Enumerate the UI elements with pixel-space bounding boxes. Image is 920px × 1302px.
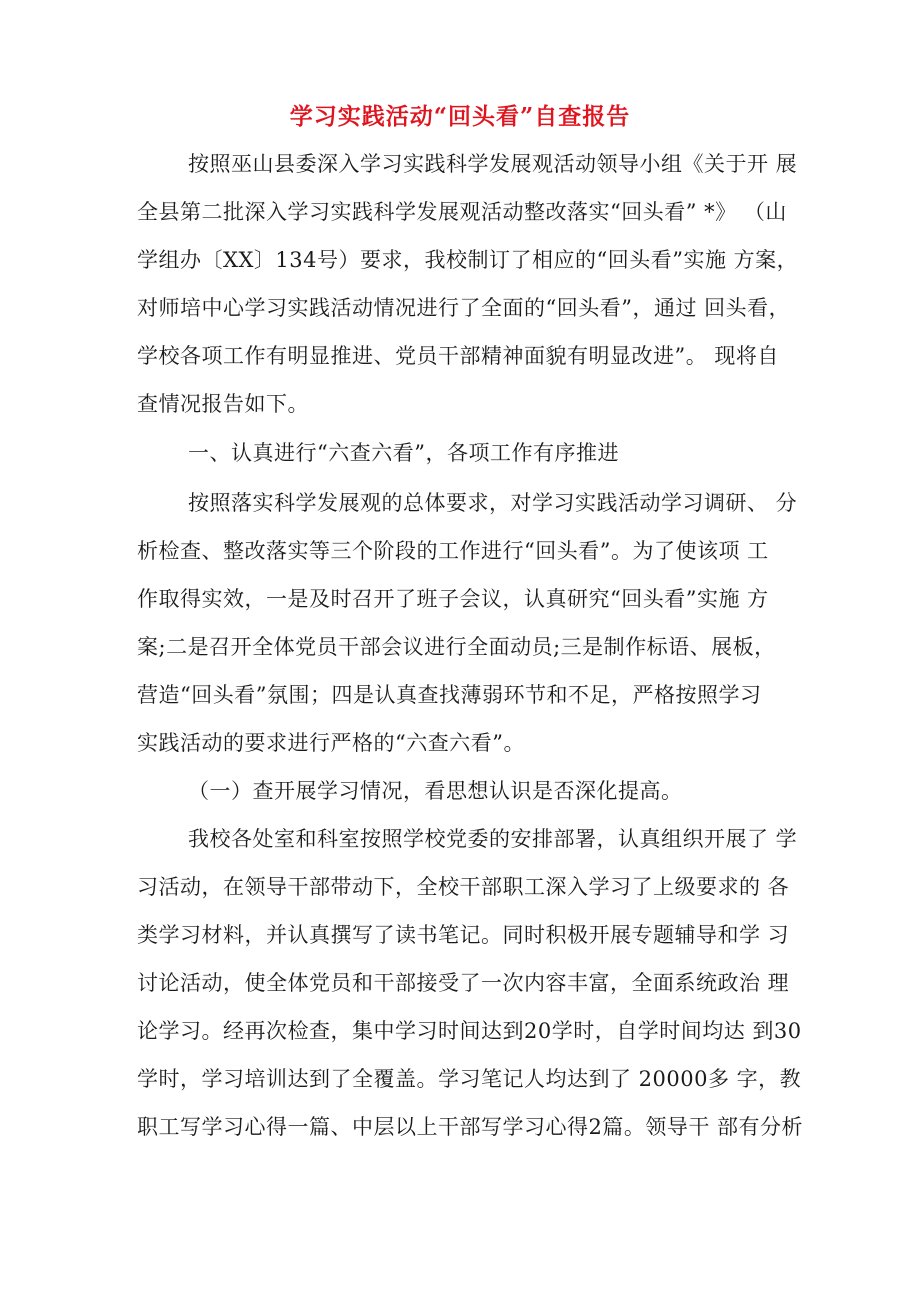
paragraph-line: 按照巫山县委深入学习实践科学发展观活动领导小组《关于开 展 xyxy=(188,152,798,176)
paragraph-line: 学时，学习培训达到了全覆盖。学习笔记人均达到了 20000多 字，教 xyxy=(137,1067,802,1091)
subsection-heading: （一）查开展学习情况，看思想认识是否深化提高。 xyxy=(188,779,683,803)
paragraph-line: 我校各处室和科室按照学校党委的安排部署，认真组织开展了 学 xyxy=(188,827,798,851)
paragraph-line: 对师培中心学习实践活动情况进行了全面的“回头看”，通过 回头看， xyxy=(137,296,791,320)
paragraph-line: 实践活动的要求进行严格的“六查六看”。 xyxy=(137,731,525,755)
paragraph-line: 析检查、整改落实等三个阶段的工作进行“回头看”。为了使该项 工 xyxy=(137,539,769,563)
paragraph-line: 全县第二批深入学习实践科学发展观活动整改落实“回头看” *》 （山 xyxy=(137,200,787,224)
paragraph-line: 查情况报告如下。 xyxy=(137,392,309,416)
paragraph-line: 习活动，在领导干部带动下，全校干部职工深入学习了上级要求的 各 xyxy=(137,875,790,899)
paragraph-line: 案;二是召开全体党员干部会议进行全面动员;三是制作标语、展板， xyxy=(137,635,776,659)
paragraph-line: 按照落实科学发展观的总体要求，对学习实践活动学习调研、 分 xyxy=(188,491,798,515)
paragraph-line: 学校各项工作有明显推进、党员干部精神面貌有明显改进”。 现将自 xyxy=(137,344,779,368)
paragraph-line: 营造“回头看”氛围；四是认真查找薄弱环节和不足，严格按照学习 xyxy=(137,683,762,707)
paragraph-line: 论学习。经再次检查，集中学习时间达到20学时，自学时间均达 到30 xyxy=(137,1019,802,1043)
paragraph-line: 类学习材料，并认真撰写了读书笔记。同时积极开展专题辅导和学 习 xyxy=(137,923,790,947)
paragraph-line: 讨论活动，使全体党员和干部接受了一次内容丰富，全面系统政治 理 xyxy=(137,971,790,995)
document-title: 学习实践活动“回头看”自查报告 xyxy=(289,103,631,130)
paragraph-line: 学组办〔XX〕134号）要求，我校制订了相应的“回头看”实施 方案， xyxy=(137,248,799,272)
section-heading: 一、认真进行“六查六看”，各项工作有序推进 xyxy=(188,441,619,465)
paragraph-line: 职工写学习心得一篇、中层以上干部写学习心得2篇。领导干 部有分析 xyxy=(137,1115,804,1139)
paragraph-line: 作取得实效，一是及时召开了班子会议，认真研究“回头看”实施 方 xyxy=(137,587,769,611)
